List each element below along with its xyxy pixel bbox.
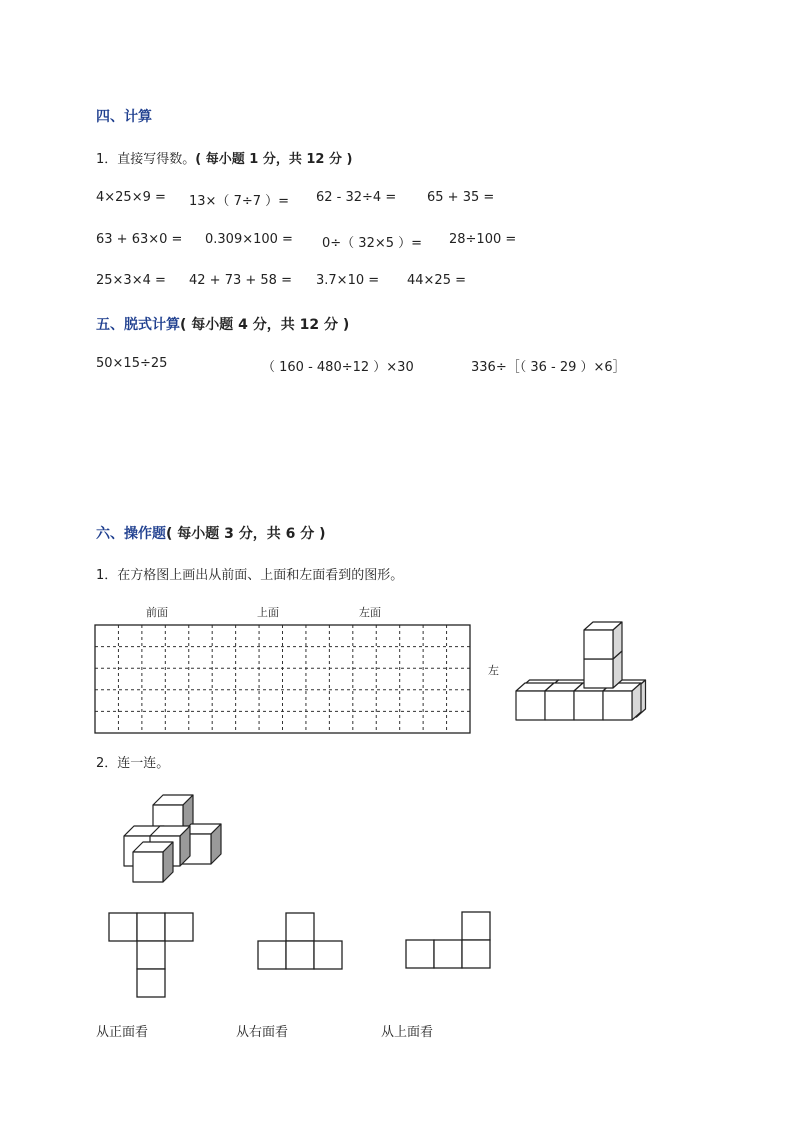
calc-r0-c3: 65 + 35 = <box>427 190 495 205</box>
view-shape-l[interactable] <box>406 912 490 968</box>
section-4-title: 四、计算 <box>96 109 152 125</box>
question-6-1: 1．在方格图上画出从前面、上面和左面看到的图形。 <box>96 568 404 583</box>
problem-3: 336÷［（ 36 - 29 ）×6］ <box>471 360 626 375</box>
question-1-note: ( 每小题 1 分，共 12 分 ) <box>195 152 353 167</box>
view-shape-t[interactable] <box>109 913 193 997</box>
grid-label-left: 左面 <box>359 606 381 619</box>
view-shape-bump[interactable] <box>258 913 342 969</box>
left-direction-label: 左 <box>488 664 499 677</box>
calc-r0-c1: 13×（ 7÷7 ）= <box>189 194 290 209</box>
question-6-2: 2．连一连。 <box>96 756 170 771</box>
question-1-text: 1．直接写得数。 <box>96 152 196 167</box>
section-6-title-text: 六、操作题 <box>96 526 166 542</box>
calc-r1-c2: 0÷（ 32×5 ）= <box>322 236 423 251</box>
calc-r2-c2: 3.7×10 = <box>316 273 380 288</box>
calc-r2-c3: 44×25 = <box>407 273 467 288</box>
calc-r0-c2: 62 - 32÷4 = <box>316 190 397 205</box>
problem-2: （ 160 - 480÷12 ）×30 <box>262 360 414 375</box>
calc-r0-c0: 4×25×9 = <box>96 190 166 205</box>
section-5-note: ( 每小题 4 分，共 12 分 ) <box>180 317 350 333</box>
view-label-right[interactable]: 从右面看 <box>236 1025 289 1040</box>
grid-label-top: 上面 <box>257 606 279 619</box>
calc-r1-c1: 0.309×100 = <box>205 232 293 247</box>
calc-r2-c0: 25×3×4 = <box>96 273 166 288</box>
section-6-note: ( 每小题 3 分，共 6 分 ) <box>166 526 326 542</box>
section-5-title-text: 五、脱式计算 <box>96 317 180 333</box>
calc-r2-c1: 42 + 73 + 58 = <box>189 273 292 288</box>
grid-label-front: 前面 <box>146 606 168 619</box>
calc-r1-c0: 63 + 63×0 = <box>96 232 183 247</box>
view-label-front[interactable]: 从正面看 <box>96 1025 149 1040</box>
problem-1: 50×15÷25 <box>96 356 168 371</box>
calc-r1-c3: 28÷100 = <box>449 232 517 247</box>
view-label-top[interactable]: 从上面看 <box>381 1025 434 1040</box>
